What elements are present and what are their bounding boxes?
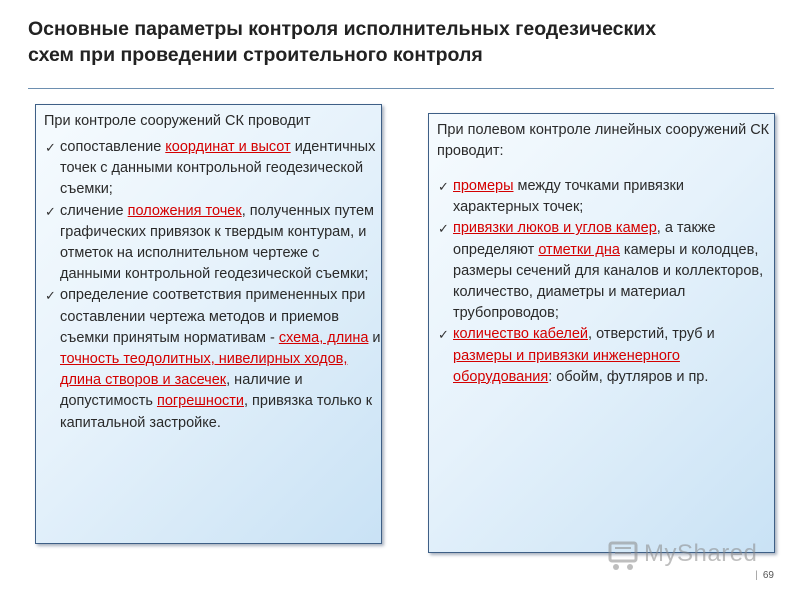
right-content-box xyxy=(428,113,775,553)
title-divider xyxy=(28,88,774,89)
page-number-separator: | xyxy=(755,570,758,581)
list-item: ✓ привязки люков и углов камер, а также определяют отметки дна камеры и колодцев, размеры сечений для каналов и коллекторов, количество, диаметры и материал трубопроводов; xyxy=(438,220,764,322)
list-item: ✓ промеры между точками привязки характерных точек; xyxy=(438,178,684,216)
highlight-text: схема, длина xyxy=(278,329,369,346)
slide-title-line-1: Основные параметры контроля исполнительных геодезических xyxy=(28,18,657,40)
watermark xyxy=(606,538,776,572)
checkmark-icon: ✓ xyxy=(438,221,449,237)
watermark-text: MyShared xyxy=(644,540,758,567)
list-item: ✓ сличение положения точек, полученных путем графических привязок к твердым контурам, и отметок на исполнительном чертеже с данными контрольной геодезической съемки; xyxy=(45,202,375,283)
left-bullet-list xyxy=(44,137,381,434)
checkmark-icon: ✓ xyxy=(438,179,449,194)
checkmark-icon: ✓ xyxy=(45,203,56,219)
highlight-text: привязки люков и углов камер xyxy=(453,220,657,237)
right-box-intro: При полевом контроле линейных сооружений СК проводит: xyxy=(437,122,770,159)
highlight-text: количество кабелей xyxy=(453,326,589,343)
highlight-text: точность теодолитных, нивелирных ходов, длина створов и засечек xyxy=(60,351,348,389)
highlight-text: отметки дна xyxy=(538,241,620,258)
highlight-text: положения точек xyxy=(127,202,242,219)
left-content-box xyxy=(35,104,382,544)
list-item: ✓ количество кабелей, отверстий, труб и размеры и привязки инженерного оборудования: обойм, футляров и пр. xyxy=(438,326,715,385)
highlight-text: координат и высот xyxy=(165,139,291,155)
list-item: ✓ сопоставление координат и высот идентичных точек с данными контрольной геодезической съемки; xyxy=(45,139,376,198)
highlight-text: промеры xyxy=(453,178,514,194)
slide-title-line-2: схем при проведении строительного контроля xyxy=(28,44,483,66)
highlight-text: размеры и привязки инженерного оборудования xyxy=(453,347,680,385)
right-bullet-list xyxy=(437,176,774,388)
highlight-text: погрешности xyxy=(156,393,244,410)
checkmark-icon: ✓ xyxy=(45,288,56,304)
checkmark-icon: ✓ xyxy=(438,327,449,343)
left-box-intro: При контроле сооружений СК проводит xyxy=(44,113,311,129)
list-item: ✓ определение соответствия примененных при составлении чертежа методов и приемов съемки принятым нормативам - схема, длина и точность теодолитных, нивелирных ходов, длина створов и засечек, наличие и допустимость погрешности, привязка только к капитальной застройке. xyxy=(45,287,381,431)
page-number: | 69 xyxy=(755,570,774,581)
slide-title xyxy=(28,16,768,68)
checkmark-icon: ✓ xyxy=(45,140,56,155)
shopping-cart-icon xyxy=(606,538,640,572)
